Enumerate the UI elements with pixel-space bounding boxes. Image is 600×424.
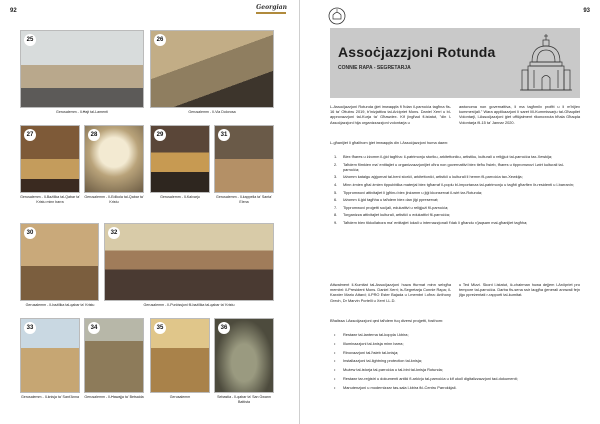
projects-list [334,332,580,394]
photo-caption: Sebastia - Il-qabar ta' San Ġwann Battista [217,395,271,404]
photo-25 [20,30,144,108]
list-item: 4. Minn żmien għal żmien tippubblika materjal biex tgħarraf il-poplu bl-importanza tal-patrimonju u tagħti għarfien lir-residenti u l-barranin; [334,181,574,187]
committee-columns [330,282,580,303]
photo-29 [150,125,210,193]
photo-28 [84,125,144,193]
photo-31 [214,125,274,193]
photo-number: 30 [24,227,36,239]
photo-caption: Gerusalemm - Il-bażilika tal-qabar ta' Kristu [25,303,95,307]
photo-32 [104,223,274,301]
photo-caption: Gerusalemm - Il-Via Dolorosa [188,110,236,114]
photo-number: 29 [154,129,166,141]
photo-caption: Gerusalemm - Il-kappella ta' Santa' Elena [216,195,272,204]
photo-35 [150,318,210,393]
list-item: • Illuminazzjoni tal-knisja minn barra; [334,340,404,346]
photo-caption: Gerusalemm [169,395,191,399]
photo-caption: Gerusalemm - Il-Ħawajja ta' Betsaida [84,395,144,399]
list-item: 6. Iżżomm il-ġid tagħha u taħdem biex dan jiġi ppreservat; [334,197,439,203]
list-item: • Rinovazzjoni tal-ħsieb tal-knisja; [334,349,399,355]
photo-caption: Gerusalemm - Il-Purċissjoni fil-bażilika tal-qabar ta' Kristu [143,303,235,307]
list-item: • Manutenzjoni u modernizzar tas-sala l-kbira fiċ-Ċentru Parrokkjali. [334,384,457,390]
page-number: 93 [583,8,590,14]
photo-number: 32 [108,227,120,239]
committee-text-right: u Ted Mizzi. Skont l-istatut, iċ-chairman huwa dejjem l-Arċipriet pro tempore tal-parroċċa. Darba fis-sena ssir laqgħa ġenerali annwali fejn jiġu ppreżentati r-rapporti tal-kumitat. [459,282,580,298]
list-item: 5. Tippromwovi attivitajiet li jgħinu biex jinżamm u jiġi kkonservat il-wirt tar-Rotunda; [334,189,483,195]
photo-number: 35 [154,322,166,334]
list-item: 3. Iżżomm katalgu aġġornat tal-beni storiċi, arkitettoniċi, artistiċi u kulturali li hemm fil-parroċċa tax-Xewkija; [334,174,523,180]
photo-number: 36 [218,322,230,334]
list-item: • Mużew tal-istorja tal-parroċċa u tal-bini tal-knisja Rotunda; [334,367,443,373]
photo-33 [20,318,80,393]
projects-intro: Bħalissa l-Assoċjazzjoni qed taħdem fuq diversi proġetti, fosthom: [330,318,444,323]
list-item: 8. Torganizza attivitajiet kulturali, artistiċi u edukattivi fil-parroċċa; [334,212,451,218]
right-page [300,0,600,424]
list-item: • Restawr tal-lanterna tal-koppla l-kbira; [334,332,409,337]
photo-number: 27 [24,129,36,141]
photo-27 [20,125,80,193]
magazine-logo: Georgian [256,4,287,14]
photo-number: 25 [24,34,36,46]
photo-number: 34 [88,322,100,334]
photo-number: 31 [218,129,230,141]
photo-number: 26 [154,34,166,46]
photo-number: 33 [24,322,36,334]
article-author: CONNIE RAPA - SEGRETARJA [338,65,411,71]
goals-list [334,154,580,228]
intro-text-right: awtonoma non governattiva, li ma tagħmilx profitt u li m'hijiex kummerċjali." Wara applikazzjoni li saret lill-Kummissarju tal-Għaqdiet Volontarji, l-Assoċjazzjoni ġiet uffiċjalment rikonoxxuta bħala Għaqda Volontarja fil-15 ta' Jannar 2020. [459,104,580,125]
photo-caption: Gerusalemm - Il-Edikola tal-Qabar ta' Kristu [84,195,144,204]
photo-caption: Gerusalemm - Il-knisja ta' Sant'Anna [20,395,80,399]
list-item: • Restawr tar-reġistri u dokumenti antiki fl-arkivju tal-parroċċa u kif ukoll digitalizzazzjoni tad-dokumenti; [334,375,518,381]
list-item: 7. Tippromwovi proġetti soċjali, edukattivi u reliġjużi fil-parroċċa; [334,204,449,210]
photo-number: 28 [88,129,100,141]
photo-26 [150,30,274,108]
article-banner [330,28,580,98]
list-item: 1. Biex tħares u żżomm il-ġid tagħha: il-patrimonju storiku, arkitettoniku, artistiku, kulturali u reliġjuż tal-parroċċa tax-Xewkija; [334,154,553,159]
page-number: 92 [10,8,17,14]
church-drawing-icon [520,32,572,94]
committee-text-left: Attwalment il-Kumitat tal-Assoċjazzjoni huwa ffurmat minn sebgħa membri: il-President Mons. Daniel Xerri; is-Segretarja Connie Rapa; il-Kaxxier Mario Attard; il-PRO Ester Bajada u l-membri l-oħra: Anthony Grech, Dr Marvin Portelli u Xerri LL.D. [330,282,451,303]
list-item: • Installazzjoni tal-lightning protection tal-knisja; [334,358,422,364]
photo-caption: Gerusalemm - Il-Ħajt tal-Lamenti [56,110,108,114]
photo-caption: Gerusalemm - Il-Bażilika tal-Qabar ta' Kristu minn barra [20,195,80,204]
photo-34 [84,318,144,393]
list-item: 2. Taħdem flimkien ma' entitajiet u organizzazzjonijiet oħra non governattivi biex tieħu ħsieb, tħares u tippromwovi l-wirt kulturali tal-parroċċa; [334,161,564,172]
intro-text-left: L-Assoċjazzjoni Rotunda ġiet imwaqqfa fi ħdan il-parroċċa tagħna fis-16 ta' Ottubru 2019, b'inizjattiva tal-Arċipriet Mons. Daniel Xerri u bl-approvazzjoni tal-Kurja ta' Għawdex. Kif jingħad fl-istatut, "din l-Assoċjazzjoni hija organizzazzjoni volontarja u [330,104,451,125]
association-logo-icon [328,6,346,26]
list-item: 9. Taħdem biex tikkollabora ma' entitajiet lokali u internazzjonali f'dak li għandu x'jaqsam mal-għanijiet tagħha; [334,219,528,225]
photo-30 [20,223,99,301]
photo-36 [214,318,274,393]
article-title: Assoċjazzjoni Rotunda [338,44,496,60]
goals-intro: L-għanijiet li għalihom ġiet imwaqqfa din l-Assoċjazzjoni huma dawn: [330,140,449,145]
photo-caption: Gerusalemm - Il-Kalvarju [160,195,200,199]
intro-columns [330,104,580,125]
